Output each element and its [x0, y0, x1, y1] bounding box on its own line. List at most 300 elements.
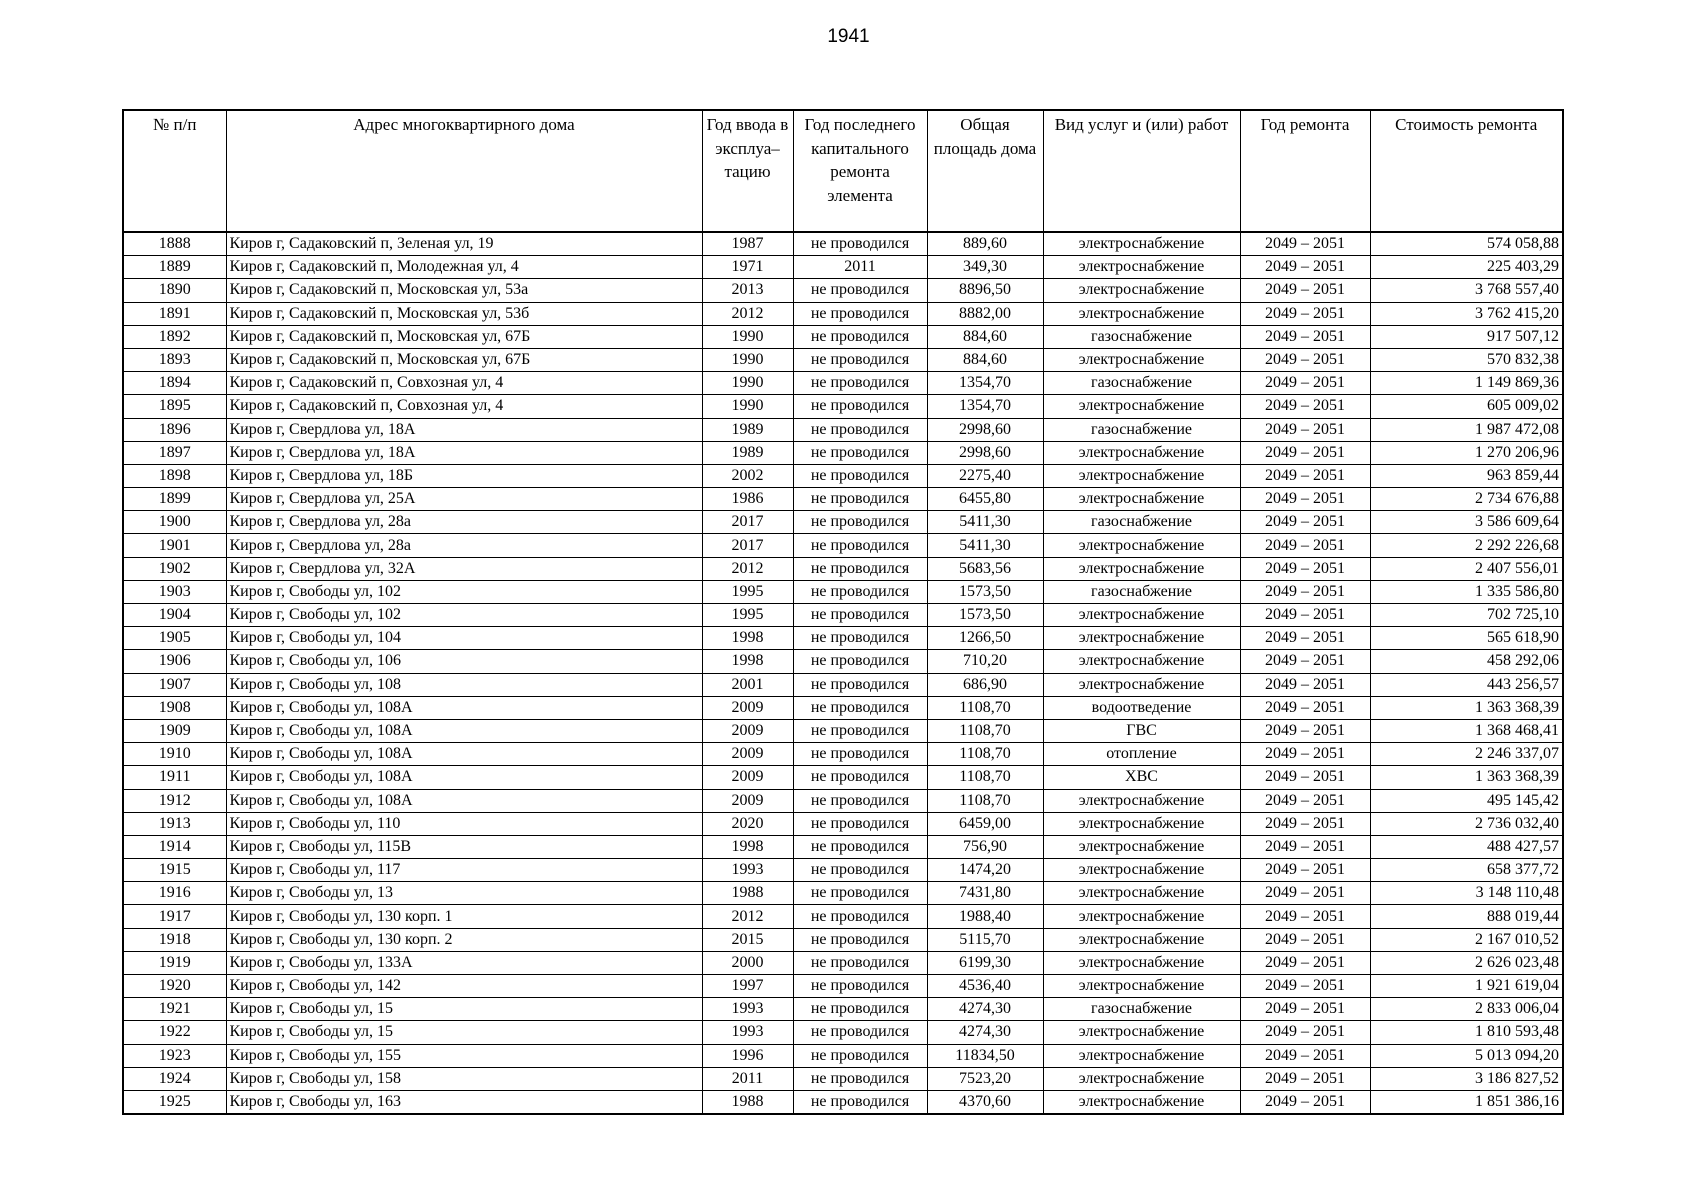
table-row	[123, 812, 1563, 835]
cell-repair-year: 2049 – 2051	[1240, 232, 1370, 256]
table-row	[123, 256, 1563, 279]
cell-service: газоснабжение	[1043, 998, 1240, 1021]
cell-last-repair: не проводился	[793, 302, 927, 325]
cell-area: 1988,40	[927, 905, 1043, 928]
cell-area: 710,20	[927, 650, 1043, 673]
cell-cost: 1 368 468,41	[1370, 719, 1563, 742]
cell-num: 1925	[123, 1090, 226, 1114]
cell-year-built: 1996	[702, 1044, 793, 1067]
cell-address: Киров г, Свободы ул, 15	[226, 998, 702, 1021]
cell-address: Киров г, Свободы ул, 104	[226, 627, 702, 650]
cell-year-built: 1995	[702, 604, 793, 627]
cell-cost: 2 246 337,07	[1370, 743, 1563, 766]
cell-cost: 495 145,42	[1370, 789, 1563, 812]
table-body	[123, 232, 1563, 1114]
cell-repair-year: 2049 – 2051	[1240, 302, 1370, 325]
cell-cost: 488 427,57	[1370, 835, 1563, 858]
cell-num: 1901	[123, 534, 226, 557]
cell-year-built: 2000	[702, 951, 793, 974]
cell-address: Киров г, Свободы ул, 155	[226, 1044, 702, 1067]
cell-service: электроснабжение	[1043, 395, 1240, 418]
cell-last-repair: не проводился	[793, 325, 927, 348]
cell-address: Киров г, Свободы ул, 106	[226, 650, 702, 673]
cell-service: электроснабжение	[1043, 348, 1240, 371]
cell-area: 1474,20	[927, 859, 1043, 882]
cell-cost: 3 768 557,40	[1370, 279, 1563, 302]
cell-year-built: 1998	[702, 627, 793, 650]
cell-num: 1893	[123, 348, 226, 371]
cell-num: 1917	[123, 905, 226, 928]
cell-year-built: 2017	[702, 511, 793, 534]
cell-num: 1921	[123, 998, 226, 1021]
cell-repair-year: 2049 – 2051	[1240, 395, 1370, 418]
cell-last-repair: 2011	[793, 256, 927, 279]
cell-last-repair: не проводился	[793, 1090, 927, 1114]
cell-num: 1915	[123, 859, 226, 882]
cell-area: 2998,60	[927, 441, 1043, 464]
table-row	[123, 627, 1563, 650]
cell-year-built: 1988	[702, 882, 793, 905]
cell-last-repair: не проводился	[793, 488, 927, 511]
cell-num: 1924	[123, 1067, 226, 1090]
cell-num: 1910	[123, 743, 226, 766]
cell-num: 1909	[123, 719, 226, 742]
cell-last-repair: не проводился	[793, 279, 927, 302]
cell-area: 4370,60	[927, 1090, 1043, 1114]
cell-year-built: 2002	[702, 464, 793, 487]
cell-last-repair: не проводился	[793, 951, 927, 974]
cell-address: Киров г, Садаковский п, Московская ул, 67Б	[226, 348, 702, 371]
table-row	[123, 719, 1563, 742]
cell-last-repair: не проводился	[793, 604, 927, 627]
cell-repair-year: 2049 – 2051	[1240, 789, 1370, 812]
cell-last-repair: не проводился	[793, 882, 927, 905]
cell-repair-year: 2049 – 2051	[1240, 557, 1370, 580]
cell-last-repair: не проводился	[793, 232, 927, 256]
table-row	[123, 766, 1563, 789]
cell-service: газоснабжение	[1043, 372, 1240, 395]
cell-cost: 574 058,88	[1370, 232, 1563, 256]
cell-cost: 2 407 556,01	[1370, 557, 1563, 580]
cell-address: Киров г, Свободы ул, 108А	[226, 696, 702, 719]
cell-cost: 2 167 010,52	[1370, 928, 1563, 951]
cell-cost: 658 377,72	[1370, 859, 1563, 882]
table-row	[123, 511, 1563, 534]
cell-service: водоотведение	[1043, 696, 1240, 719]
cell-address: Киров г, Садаковский п, Московская ул, 67Б	[226, 325, 702, 348]
table-row	[123, 789, 1563, 812]
cell-service: электроснабжение	[1043, 789, 1240, 812]
header-row	[123, 110, 1563, 232]
cell-service: электроснабжение	[1043, 1044, 1240, 1067]
cell-area: 4274,30	[927, 1021, 1043, 1044]
cell-last-repair: не проводился	[793, 743, 927, 766]
cell-address: Киров г, Свободы ул, 130 корп. 2	[226, 928, 702, 951]
cell-last-repair: не проводился	[793, 998, 927, 1021]
cell-num: 1903	[123, 580, 226, 603]
cell-num: 1905	[123, 627, 226, 650]
cell-repair-year: 2049 – 2051	[1240, 441, 1370, 464]
cell-area: 686,90	[927, 673, 1043, 696]
cell-area: 7431,80	[927, 882, 1043, 905]
cell-repair-year: 2049 – 2051	[1240, 951, 1370, 974]
table-row	[123, 1090, 1563, 1114]
cell-address: Киров г, Свободы ул, 158	[226, 1067, 702, 1090]
cell-service: электроснабжение	[1043, 302, 1240, 325]
cell-year-built: 2009	[702, 743, 793, 766]
cell-num: 1897	[123, 441, 226, 464]
cell-last-repair: не проводился	[793, 1021, 927, 1044]
cell-year-built: 2017	[702, 534, 793, 557]
table-row	[123, 348, 1563, 371]
cell-area: 5115,70	[927, 928, 1043, 951]
table-row	[123, 325, 1563, 348]
cell-cost: 3 148 110,48	[1370, 882, 1563, 905]
cell-year-built: 1986	[702, 488, 793, 511]
cell-area: 5411,30	[927, 534, 1043, 557]
cell-cost: 2 734 676,88	[1370, 488, 1563, 511]
cell-service: электроснабжение	[1043, 835, 1240, 858]
cell-area: 1108,70	[927, 719, 1043, 742]
cell-last-repair: не проводился	[793, 511, 927, 534]
cell-service: электроснабжение	[1043, 557, 1240, 580]
cell-year-built: 1971	[702, 256, 793, 279]
cell-cost: 5 013 094,20	[1370, 1044, 1563, 1067]
cell-num: 1918	[123, 928, 226, 951]
cell-area: 1573,50	[927, 580, 1043, 603]
cell-cost: 3 586 609,64	[1370, 511, 1563, 534]
cell-address: Киров г, Свердлова ул, 28а	[226, 511, 702, 534]
cell-service: электроснабжение	[1043, 232, 1240, 256]
cell-repair-year: 2049 – 2051	[1240, 1044, 1370, 1067]
cell-num: 1906	[123, 650, 226, 673]
cell-year-built: 2012	[702, 302, 793, 325]
header-service: Вид услуг и (или) работ	[1043, 110, 1240, 232]
cell-address: Киров г, Свободы ул, 117	[226, 859, 702, 882]
cell-repair-year: 2049 – 2051	[1240, 580, 1370, 603]
cell-num: 1892	[123, 325, 226, 348]
cell-area: 889,60	[927, 232, 1043, 256]
cell-area: 11834,50	[927, 1044, 1043, 1067]
table-row	[123, 302, 1563, 325]
cell-last-repair: не проводился	[793, 534, 927, 557]
cell-service: электроснабжение	[1043, 905, 1240, 928]
table-row	[123, 743, 1563, 766]
cell-address: Киров г, Садаковский п, Молодежная ул, 4	[226, 256, 702, 279]
cell-num: 1908	[123, 696, 226, 719]
cell-year-built: 2009	[702, 766, 793, 789]
cell-num: 1891	[123, 302, 226, 325]
cell-num: 1900	[123, 511, 226, 534]
cell-num: 1919	[123, 951, 226, 974]
cell-repair-year: 2049 – 2051	[1240, 650, 1370, 673]
cell-year-built: 1990	[702, 348, 793, 371]
repair-register-table	[122, 109, 1564, 1115]
cell-address: Киров г, Свободы ул, 108А	[226, 719, 702, 742]
cell-year-built: 1993	[702, 998, 793, 1021]
cell-service: электроснабжение	[1043, 464, 1240, 487]
cell-service: электроснабжение	[1043, 256, 1240, 279]
cell-repair-year: 2049 – 2051	[1240, 464, 1370, 487]
cell-address: Киров г, Свободы ул, 13	[226, 882, 702, 905]
cell-repair-year: 2049 – 2051	[1240, 673, 1370, 696]
page-number: 1941	[827, 26, 870, 47]
cell-repair-year: 2049 – 2051	[1240, 325, 1370, 348]
cell-area: 7523,20	[927, 1067, 1043, 1090]
cell-year-built: 2011	[702, 1067, 793, 1090]
cell-repair-year: 2049 – 2051	[1240, 719, 1370, 742]
cell-service: электроснабжение	[1043, 488, 1240, 511]
cell-repair-year: 2049 – 2051	[1240, 511, 1370, 534]
cell-address: Киров г, Садаковский п, Совхозная ул, 4	[226, 372, 702, 395]
cell-cost: 1 363 368,39	[1370, 766, 1563, 789]
cell-year-built: 1990	[702, 325, 793, 348]
cell-area: 8882,00	[927, 302, 1043, 325]
header-cost: Стоимость ремонта	[1370, 110, 1563, 232]
cell-area: 2998,60	[927, 418, 1043, 441]
cell-year-built: 2001	[702, 673, 793, 696]
cell-last-repair: не проводился	[793, 627, 927, 650]
cell-cost: 225 403,29	[1370, 256, 1563, 279]
cell-year-built: 2012	[702, 905, 793, 928]
table-row	[123, 1067, 1563, 1090]
cell-num: 1898	[123, 464, 226, 487]
cell-year-built: 1997	[702, 975, 793, 998]
cell-area: 1266,50	[927, 627, 1043, 650]
cell-address: Киров г, Свободы ул, 163	[226, 1090, 702, 1114]
cell-year-built: 2020	[702, 812, 793, 835]
cell-last-repair: не проводился	[793, 1044, 927, 1067]
cell-year-built: 1990	[702, 395, 793, 418]
cell-year-built: 2009	[702, 719, 793, 742]
cell-cost: 3 762 415,20	[1370, 302, 1563, 325]
cell-area: 1573,50	[927, 604, 1043, 627]
cell-area: 1108,70	[927, 789, 1043, 812]
cell-service: электроснабжение	[1043, 441, 1240, 464]
cell-address: Киров г, Садаковский п, Московская ул, 53а	[226, 279, 702, 302]
table-row	[123, 928, 1563, 951]
cell-address: Киров г, Свердлова ул, 18Б	[226, 464, 702, 487]
cell-address: Киров г, Свободы ул, 102	[226, 604, 702, 627]
cell-last-repair: не проводился	[793, 418, 927, 441]
cell-num: 1895	[123, 395, 226, 418]
cell-area: 6199,30	[927, 951, 1043, 974]
cell-area: 4274,30	[927, 998, 1043, 1021]
cell-repair-year: 2049 – 2051	[1240, 488, 1370, 511]
cell-area: 5683,56	[927, 557, 1043, 580]
table-row	[123, 696, 1563, 719]
cell-last-repair: не проводился	[793, 928, 927, 951]
cell-num: 1894	[123, 372, 226, 395]
cell-repair-year: 2049 – 2051	[1240, 766, 1370, 789]
cell-address: Киров г, Свободы ул, 115В	[226, 835, 702, 858]
cell-address: Киров г, Свободы ул, 15	[226, 1021, 702, 1044]
cell-num: 1899	[123, 488, 226, 511]
cell-cost: 570 832,38	[1370, 348, 1563, 371]
cell-address: Киров г, Свободы ул, 108А	[226, 766, 702, 789]
cell-cost: 565 618,90	[1370, 627, 1563, 650]
cell-num: 1890	[123, 279, 226, 302]
cell-num: 1888	[123, 232, 226, 256]
cell-address: Киров г, Свободы ул, 130 корп. 1	[226, 905, 702, 928]
table-row	[123, 418, 1563, 441]
cell-service: электроснабжение	[1043, 627, 1240, 650]
cell-cost: 888 019,44	[1370, 905, 1563, 928]
cell-last-repair: не проводился	[793, 580, 927, 603]
table-row	[123, 372, 1563, 395]
cell-repair-year: 2049 – 2051	[1240, 812, 1370, 835]
cell-num: 1912	[123, 789, 226, 812]
cell-year-built: 1989	[702, 441, 793, 464]
cell-repair-year: 2049 – 2051	[1240, 835, 1370, 858]
cell-area: 1354,70	[927, 372, 1043, 395]
cell-last-repair: не проводился	[793, 812, 927, 835]
cell-year-built: 1995	[702, 580, 793, 603]
cell-cost: 443 256,57	[1370, 673, 1563, 696]
cell-cost: 458 292,06	[1370, 650, 1563, 673]
cell-num: 1920	[123, 975, 226, 998]
cell-cost: 1 921 619,04	[1370, 975, 1563, 998]
cell-address: Киров г, Свободы ул, 142	[226, 975, 702, 998]
cell-num: 1923	[123, 1044, 226, 1067]
cell-last-repair: не проводился	[793, 975, 927, 998]
cell-service: газоснабжение	[1043, 511, 1240, 534]
cell-address: Киров г, Садаковский п, Совхозная ул, 4	[226, 395, 702, 418]
cell-cost: 1 270 206,96	[1370, 441, 1563, 464]
cell-address: Киров г, Свободы ул, 108	[226, 673, 702, 696]
cell-service: электроснабжение	[1043, 975, 1240, 998]
cell-last-repair: не проводился	[793, 441, 927, 464]
cell-num: 1907	[123, 673, 226, 696]
cell-last-repair: не проводился	[793, 696, 927, 719]
cell-year-built: 1998	[702, 835, 793, 858]
cell-area: 1108,70	[927, 766, 1043, 789]
table-row	[123, 859, 1563, 882]
cell-year-built: 2013	[702, 279, 793, 302]
cell-service: электроснабжение	[1043, 1021, 1240, 1044]
table-row	[123, 488, 1563, 511]
cell-last-repair: не проводился	[793, 673, 927, 696]
table-row	[123, 279, 1563, 302]
cell-address: Киров г, Свободы ул, 102	[226, 580, 702, 603]
cell-last-repair: не проводился	[793, 650, 927, 673]
table-row	[123, 557, 1563, 580]
cell-cost: 1 335 586,80	[1370, 580, 1563, 603]
cell-cost: 3 186 827,52	[1370, 1067, 1563, 1090]
cell-cost: 1 851 386,16	[1370, 1090, 1563, 1114]
cell-address: Киров г, Свободы ул, 108А	[226, 743, 702, 766]
cell-area: 4536,40	[927, 975, 1043, 998]
cell-year-built: 2009	[702, 696, 793, 719]
cell-repair-year: 2049 – 2051	[1240, 627, 1370, 650]
cell-last-repair: не проводился	[793, 1067, 927, 1090]
cell-cost: 605 009,02	[1370, 395, 1563, 418]
table-row	[123, 905, 1563, 928]
cell-cost: 2 626 023,48	[1370, 951, 1563, 974]
cell-repair-year: 2049 – 2051	[1240, 1090, 1370, 1114]
table-row	[123, 882, 1563, 905]
cell-year-built: 1988	[702, 1090, 793, 1114]
cell-repair-year: 2049 – 2051	[1240, 743, 1370, 766]
cell-repair-year: 2049 – 2051	[1240, 998, 1370, 1021]
header-num: № п/п	[123, 110, 226, 232]
cell-area: 1354,70	[927, 395, 1043, 418]
cell-last-repair: не проводился	[793, 719, 927, 742]
table-row	[123, 1021, 1563, 1044]
cell-area: 1108,70	[927, 743, 1043, 766]
cell-service: газоснабжение	[1043, 325, 1240, 348]
cell-repair-year: 2049 – 2051	[1240, 859, 1370, 882]
cell-repair-year: 2049 – 2051	[1240, 905, 1370, 928]
cell-repair-year: 2049 – 2051	[1240, 1021, 1370, 1044]
cell-num: 1911	[123, 766, 226, 789]
cell-area: 2275,40	[927, 464, 1043, 487]
cell-repair-year: 2049 – 2051	[1240, 1067, 1370, 1090]
cell-year-built: 2012	[702, 557, 793, 580]
cell-area: 884,60	[927, 348, 1043, 371]
table-row	[123, 232, 1563, 256]
cell-address: Киров г, Свердлова ул, 32А	[226, 557, 702, 580]
cell-cost: 1 810 593,48	[1370, 1021, 1563, 1044]
cell-area: 6459,00	[927, 812, 1043, 835]
cell-cost: 963 859,44	[1370, 464, 1563, 487]
cell-service: электроснабжение	[1043, 951, 1240, 974]
cell-repair-year: 2049 – 2051	[1240, 372, 1370, 395]
cell-num: 1896	[123, 418, 226, 441]
cell-address: Киров г, Свободы ул, 110	[226, 812, 702, 835]
cell-service: электроснабжение	[1043, 812, 1240, 835]
cell-area: 756,90	[927, 835, 1043, 858]
cell-service: электроснабжение	[1043, 534, 1240, 557]
cell-address: Киров г, Свободы ул, 108А	[226, 789, 702, 812]
header-area: Общая площадь дома	[927, 110, 1043, 232]
cell-address: Киров г, Свободы ул, 133А	[226, 951, 702, 974]
cell-year-built: 1993	[702, 859, 793, 882]
cell-last-repair: не проводился	[793, 789, 927, 812]
cell-repair-year: 2049 – 2051	[1240, 256, 1370, 279]
cell-repair-year: 2049 – 2051	[1240, 534, 1370, 557]
cell-service: электроснабжение	[1043, 859, 1240, 882]
cell-last-repair: не проводился	[793, 835, 927, 858]
cell-cost: 1 987 472,08	[1370, 418, 1563, 441]
table-row	[123, 673, 1563, 696]
cell-service: электроснабжение	[1043, 604, 1240, 627]
cell-cost: 1 149 869,36	[1370, 372, 1563, 395]
cell-address: Киров г, Садаковский п, Московская ул, 53б	[226, 302, 702, 325]
cell-service: ГВС	[1043, 719, 1240, 742]
cell-cost: 2 833 006,04	[1370, 998, 1563, 1021]
cell-address: Киров г, Свердлова ул, 25А	[226, 488, 702, 511]
cell-last-repair: не проводился	[793, 372, 927, 395]
table-row	[123, 395, 1563, 418]
cell-year-built: 1989	[702, 418, 793, 441]
header-repair-year: Год ремонта	[1240, 110, 1370, 232]
cell-num: 1902	[123, 557, 226, 580]
cell-year-built: 2009	[702, 789, 793, 812]
table-row	[123, 650, 1563, 673]
cell-cost: 1 363 368,39	[1370, 696, 1563, 719]
cell-address: Киров г, Свердлова ул, 18А	[226, 418, 702, 441]
cell-area: 8896,50	[927, 279, 1043, 302]
cell-cost: 2 736 032,40	[1370, 812, 1563, 835]
table-header	[123, 110, 1563, 232]
cell-service: электроснабжение	[1043, 1090, 1240, 1114]
table-row	[123, 464, 1563, 487]
cell-service: электроснабжение	[1043, 1067, 1240, 1090]
cell-last-repair: не проводился	[793, 859, 927, 882]
cell-area: 5411,30	[927, 511, 1043, 534]
cell-area: 1108,70	[927, 696, 1043, 719]
